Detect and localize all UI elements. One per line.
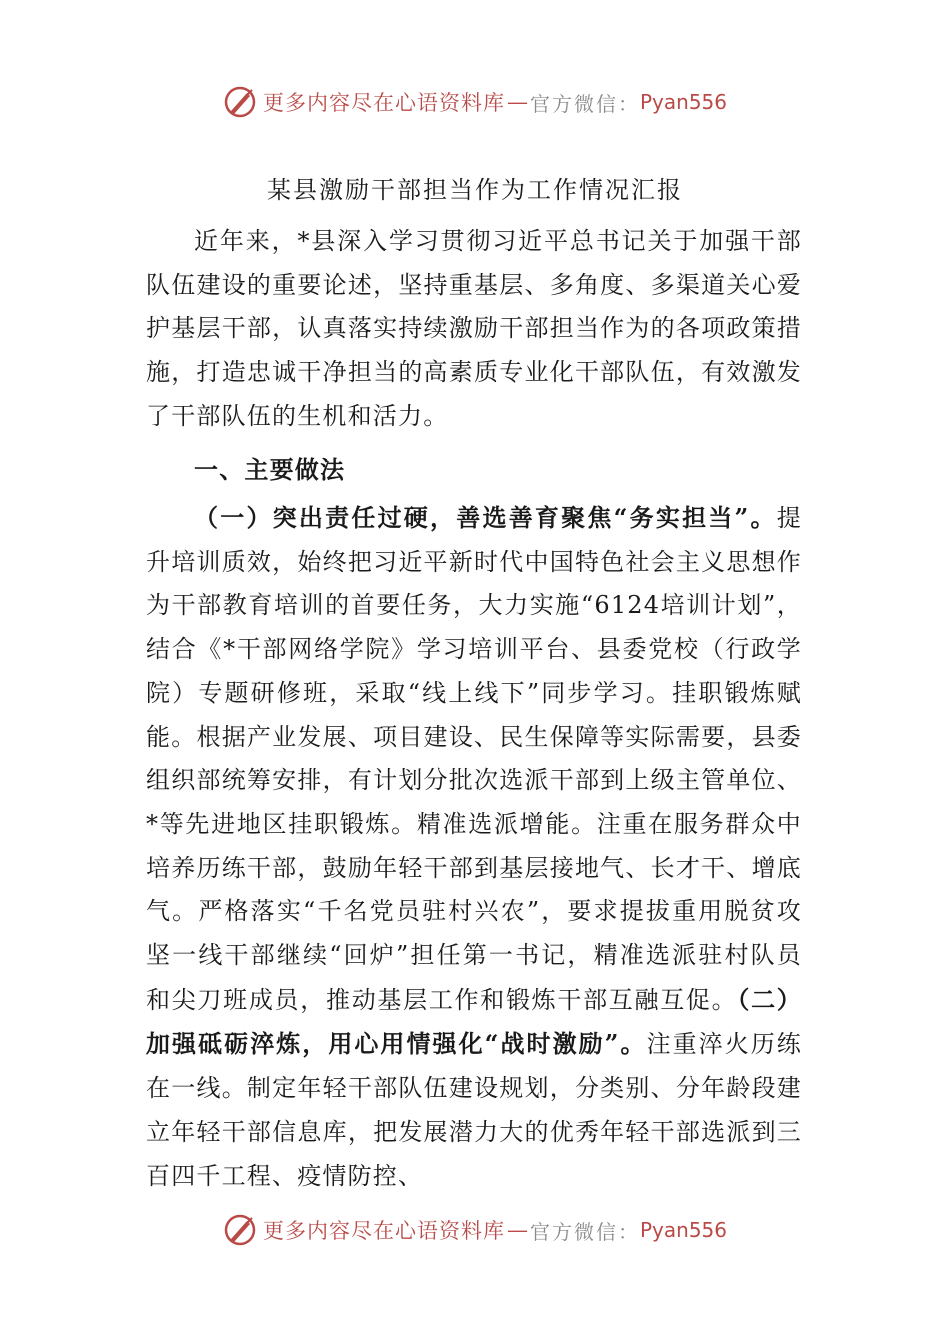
subsection-2-body: 注重淬火历练在一线。制定年轻干部队伍建设规划，分类别、分年龄段建立年轻干部信息库，把发展潜力大的优秀年轻干部选派到三百四千工程、疫情防控、 <box>146 1030 802 1190</box>
footer-watermark-banner <box>0 1210 950 1250</box>
subsection-1-heading: （一）突出责任过硬，善选善育聚焦“务实担当”。 <box>194 503 777 532</box>
intro-paragraph: 近年来，*县深入学习贯彻习近平总书记关于加强干部队伍建设的重要论述，坚持重基层、多角度、多渠道关心爱护基层干部，认真落实持续激励干部担当作为的各项政策措施，打造忠诚干净担当的高素质专业化干部队伍，有效激发了干部队伍的生机和活力。 <box>146 227 802 430</box>
watermark-wechat-id: Pyan556 <box>639 1218 727 1242</box>
header-watermark-banner <box>0 82 950 122</box>
watermark-contact-label: 官方微信： <box>529 91 640 116</box>
quill-logo-icon <box>223 1213 257 1247</box>
main-practices-paragraph <box>146 496 802 1198</box>
section-heading-main-practices: 一、主要做法 <box>194 455 346 484</box>
quill-logo-icon <box>223 85 257 119</box>
subsection-2-heading: （二）加强砥砺淬炼，用心用情强化“战时激励”。 <box>146 984 802 1059</box>
document-title: 某县激励干部担当作为工作情况汇报 <box>267 176 683 204</box>
watermark-site-name: 更多内容尽在心语资料库 <box>262 91 505 115</box>
watermark-site-name: 更多内容尽在心语资料库 <box>262 1219 505 1243</box>
watermark-dash: — <box>506 1218 528 1242</box>
watermark-wechat-id: Pyan556 <box>639 90 727 114</box>
watermark-dash: — <box>506 90 528 114</box>
subsection-1-body: 提升培训质效，始终把习近平新时代中国特色社会主义思想作为干部教育培训的首要任务，大力实施“6124培训计划”，结合《*干部网络学院》学习培训平台、县委党校（行政学院）专题研修班，采取“线上线下”同步学习。挂职锻炼赋能。根据产业发展、项目建设、民生保障等实际需要，县委组织部统筹安排，有计划分批次选派干部到上级主管单位、*等先进地区挂职锻炼。精准选派增能。注重在服务群众中培养历练干部，鼓励年轻干部到基层接地气、长才干、增底气。严格落实“千名党员驻村兴农”，要求提拔重用脱贫攻坚一线干部继续“回炉”担任第一书记，精准选派驻村队员和尖刀班成员，推动基层工作和锻炼干部互融互促。 <box>146 504 802 1014</box>
watermark-contact-label: 官方微信： <box>529 1219 640 1244</box>
